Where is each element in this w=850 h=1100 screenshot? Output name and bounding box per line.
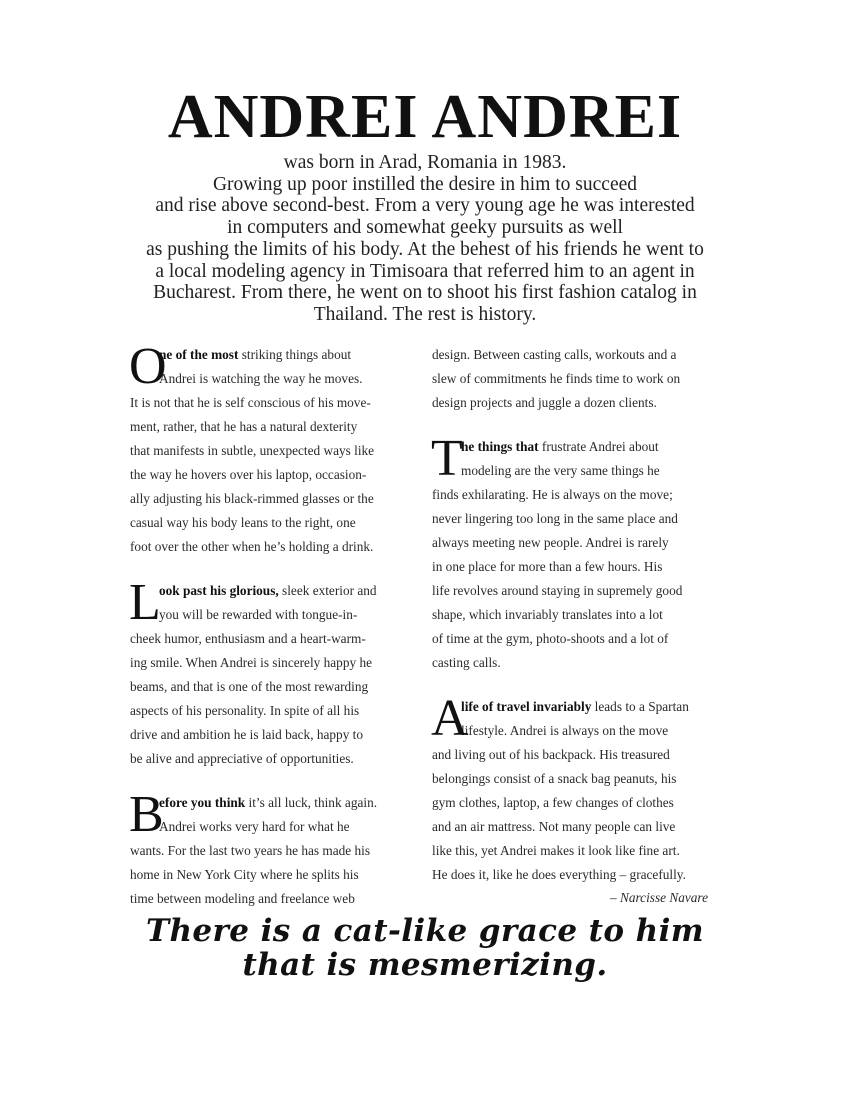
pull-quote-line: that is mesmerizing.: [242, 947, 608, 983]
intro-line: was born in Arad, Romania in 1983.: [283, 152, 567, 173]
paragraph-line: home in New York City where he splits his: [130, 867, 359, 882]
paragraph-line: aspects of his personality. In spite of all his: [130, 703, 360, 718]
article-title: ANDREI ANDREI: [167, 83, 683, 151]
paragraph-line: [130, 579, 420, 603]
paragraph-line: design. Between casting calls, workouts and a: [432, 347, 677, 362]
line-text: frustrate Andrei about: [538, 439, 659, 454]
paragraph-line: ment, rather, that he has a natural dexterity: [130, 419, 358, 434]
paragraph-line: like this, yet Andrei makes it look like fine art.: [432, 843, 680, 858]
paragraph-exterior: [129, 574, 420, 771]
paragraph-line: in one place for more than a few hours. His: [432, 559, 663, 574]
pull-quote: [0, 914, 850, 982]
lead-in: ook past his glorious,: [159, 583, 279, 598]
drop-cap: O: [129, 338, 167, 395]
left-column: [129, 338, 420, 931]
paragraph-line: beams, and that is one of the most rewarding: [130, 679, 369, 694]
paragraph-line: life revolves around staying in supremely good: [432, 583, 683, 598]
paragraph-continued: [432, 343, 722, 415]
paragraph-line: and an air mattress. Not many people can live: [432, 819, 676, 834]
paragraph-line: shape, which invariably translates into a lot: [432, 607, 663, 622]
paragraph-line: [432, 695, 722, 719]
paragraph-travel: [431, 690, 722, 909]
paragraph-line: wants. For the last two years he has made his: [130, 843, 371, 858]
paragraph-line: belongings consist of a snack bag peanuts, his: [432, 771, 677, 786]
paragraph-line: and living out of his backpack. His treasured: [432, 747, 670, 762]
paragraph-line: casting calls.: [432, 655, 501, 670]
drop-cap: L: [129, 574, 161, 631]
paragraph-line: Andrei works very hard for what he: [159, 819, 350, 834]
paragraph-line: [130, 791, 420, 815]
paragraph-luck: [129, 786, 420, 911]
paragraph-line: design projects and juggle a dozen clients.: [432, 395, 657, 410]
line-text: leads to a Spartan: [591, 699, 689, 714]
paragraph-line: [432, 435, 722, 459]
lead-in: life of travel invariably: [461, 699, 592, 714]
paragraph-line: gym clothes, laptop, a few changes of clothes: [432, 795, 674, 810]
pull-quote-line: There is a cat-like grace to him: [146, 913, 704, 949]
drop-cap: A: [431, 690, 469, 747]
line-text: it’s all luck, think again.: [245, 795, 378, 810]
line-text: sleek exterior and: [278, 583, 377, 598]
paragraph-line: lifestyle. Andrei is always on the move: [461, 723, 669, 738]
paragraph-line: of time at the gym, photo-shoots and a lot of: [432, 631, 669, 646]
paragraph-line: foot over the other when he’s holding a drink.: [130, 539, 374, 554]
paragraph-line: that manifests in subtle, unexpected ways like: [130, 443, 375, 458]
drop-cap: T: [431, 430, 463, 487]
paragraph-movement: [129, 338, 420, 559]
intro-line: a local modeling agency in Timisoara that referred him to an agent in: [155, 260, 695, 282]
paragraph-line: Andrei is watching the way he moves.: [159, 371, 363, 386]
intro-line: and rise above second-best. From a very young age he was interested: [155, 195, 695, 217]
paragraph-line: It is not that he is self conscious of his move-: [130, 395, 371, 410]
intro-paragraph: [0, 152, 850, 326]
paragraph-line: the way he hovers over his laptop, occasion-: [130, 467, 367, 482]
paragraph-line: you will be rewarded with tongue-in-: [159, 607, 358, 622]
paragraph-line: always meeting new people. Andrei is rarely: [432, 535, 669, 550]
paragraph-line: modeling are the very same things he: [461, 463, 660, 478]
paragraph-line: cheek humor, enthusiasm and a heart-warm-: [130, 631, 366, 646]
lead-in: ne of the most: [159, 347, 239, 362]
lead-in: efore you think: [159, 795, 246, 810]
paragraph-line: finds exhilarating. He is always on the move;: [432, 487, 673, 502]
paragraph-line: slew of commitments he finds time to work on: [432, 371, 681, 386]
line-text: striking things about: [238, 347, 352, 362]
paragraph-line: never lingering too long in the same place and: [432, 511, 678, 526]
intro-line: in computers and somewhat geeky pursuits as well: [227, 217, 623, 239]
paragraph-line: be alive and appreciative of opportunities.: [130, 751, 354, 766]
intro-line: Bucharest. From there, he went on to shoot his first fashion catalog in: [153, 282, 697, 304]
intro-line: Thailand. The rest is history.: [313, 303, 537, 325]
paragraph-line: [130, 343, 420, 367]
intro-line: as pushing the limits of his body. At the behest of his friends he went to: [146, 238, 704, 260]
paragraph-line: ally adjusting his black-rimmed glasses or the: [130, 491, 374, 506]
paragraph-line: He does it, like he does everything – gracefully.: [432, 867, 686, 882]
paragraph-frustrate: [431, 430, 722, 675]
paragraph-line: casual way his body leans to the right, one: [130, 515, 356, 530]
right-column: [432, 343, 722, 929]
drop-cap: B: [129, 786, 164, 843]
paragraph-line: drive and ambition he is laid back, happy to: [130, 727, 364, 742]
intro-line: Growing up poor instilled the desire in him to succeed: [212, 173, 638, 195]
paragraph-line: time between modeling and freelance web: [130, 891, 355, 906]
author-signature: – Narcisse Navare: [610, 890, 708, 905]
lead-in: he things that: [461, 439, 539, 454]
paragraph-line: ing smile. When Andrei is sincerely happy he: [130, 655, 372, 670]
